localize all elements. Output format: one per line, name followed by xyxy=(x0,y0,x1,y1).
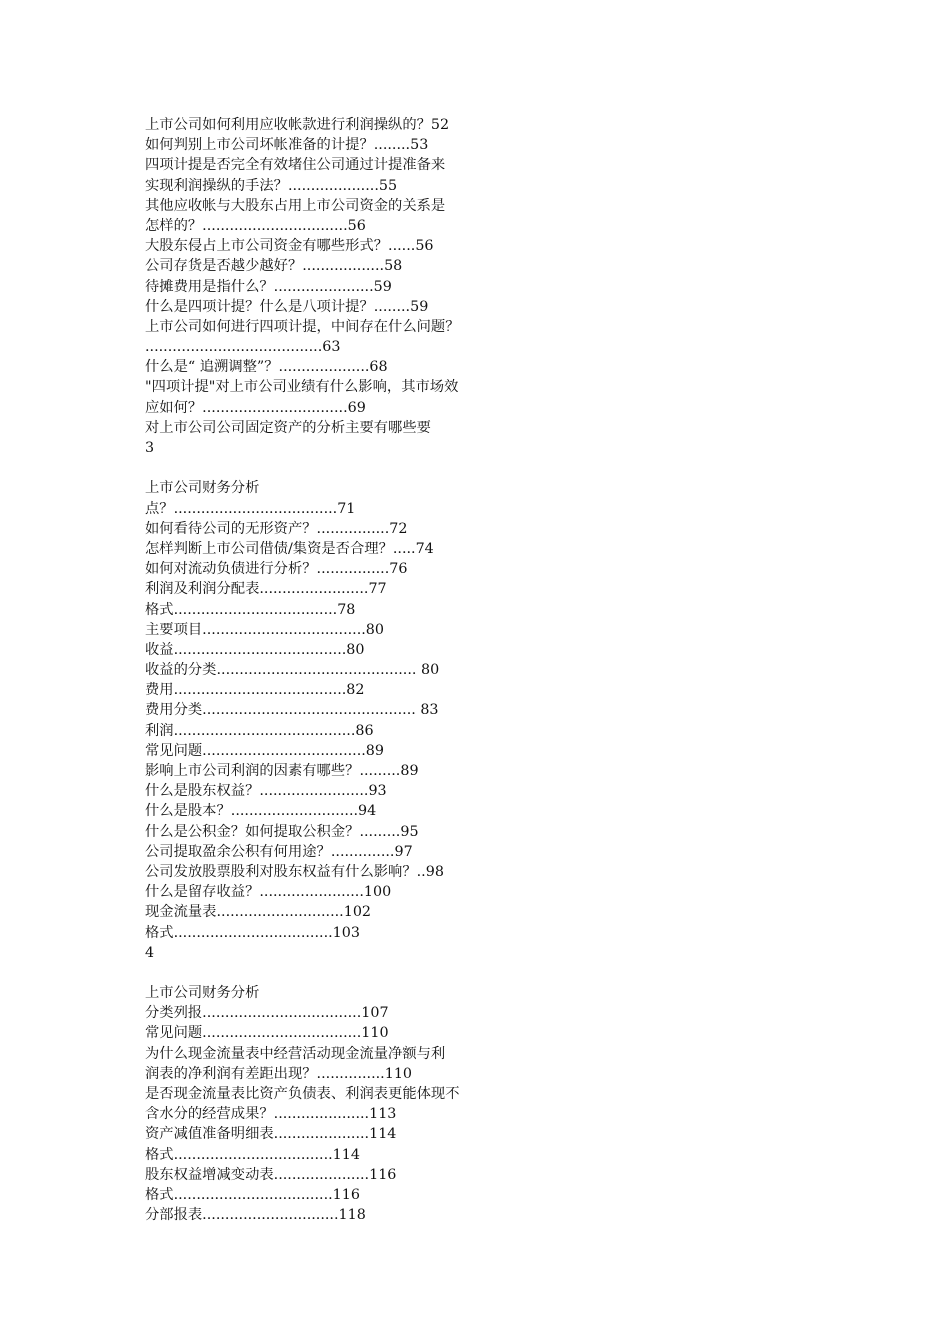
toc-line: 什么是“ 追溯调整”？....................68 xyxy=(145,359,388,376)
toc-line: 什么是股东权益？........................93 xyxy=(145,783,387,800)
running-header: 上市公司财务分析 xyxy=(145,985,260,1002)
toc-line: 应如何？................................69 xyxy=(145,399,366,416)
toc-line: 公司存货是否越少越好？..................58 xyxy=(145,258,403,275)
toc-line: 大股东侵占上市公司资金有哪些形式？......56 xyxy=(145,238,434,255)
toc-line: 什么是留存收益？.......................100 xyxy=(145,884,392,901)
toc-line: 如何对流动负债进行分析？................76 xyxy=(145,561,408,578)
toc-line: 格式...................................114 xyxy=(145,1146,360,1163)
blank-line xyxy=(145,963,525,983)
toc-line: 主要项目....................................80 xyxy=(145,621,384,638)
toc-line: 润表的净利润有差距出现？...............110 xyxy=(145,1065,413,1082)
toc-line: 收益......................................80 xyxy=(145,641,365,658)
toc-line: 股东权益增减变动表.....................116 xyxy=(145,1166,397,1183)
page-number: 3 xyxy=(145,440,155,456)
toc-line: 其他应收帐与大股东占用上市公司资金的关系是 xyxy=(145,197,446,214)
toc-line: "四项计提"对上市公司业绩有什么影响，其市场效 xyxy=(145,379,459,396)
toc-line: 为什么现金流量表中经营活动现金流量净额与利 xyxy=(145,1045,446,1062)
toc-line: 格式....................................78 xyxy=(145,601,356,618)
toc-line: .......................................63 xyxy=(145,339,341,356)
toc-line: 格式...................................103 xyxy=(145,924,360,941)
toc-line: 影响上市公司利润的因素有哪些？.........89 xyxy=(145,763,419,779)
toc-line: 什么是股本？............................94 xyxy=(145,803,377,820)
toc-line: 费用......................................82 xyxy=(145,682,365,699)
toc-line: 待摊费用是指什么？......................59 xyxy=(145,278,392,295)
toc-line: 现金流量表............................102 xyxy=(145,904,372,921)
toc-line: 利润........................................86 xyxy=(145,722,374,739)
toc-line: 什么是四项计提？什么是八项计提？........59 xyxy=(145,298,429,315)
toc-line: 收益的分类............................................ 80 xyxy=(145,662,440,679)
toc-line: 分部报表..............................118 xyxy=(145,1207,366,1224)
toc-line: 四项计提是否完全有效堵住公司通过计提准备来 xyxy=(145,157,446,174)
toc-line: 怎样判断上市公司借债/集资是否合理？.....74 xyxy=(145,540,434,557)
page-number: 4 xyxy=(145,944,155,961)
toc-line: 什么是公积金？如何提取公积金？.........95 xyxy=(145,823,419,840)
toc-line: 费用分类............................................... 83 xyxy=(145,702,439,719)
toc-line: 如何判别上市公司坏帐准备的计提？........53 xyxy=(145,137,429,154)
toc-line: 上市公司如何进行四项计提，中间存在什么问题？ xyxy=(145,318,460,335)
toc-line: 分类列报...................................107 xyxy=(145,1005,389,1022)
toc-line: 上市公司如何利用应收帐款进行利润操纵的？52 xyxy=(145,117,450,133)
toc-line: 点？....................................71 xyxy=(145,500,356,517)
toc-line: 如何看待公司的无形资产？................72 xyxy=(145,520,408,537)
toc-line: 怎样的？................................56 xyxy=(145,217,366,234)
toc-line: 利润及利润分配表........................77 xyxy=(145,581,387,598)
blank-line xyxy=(145,458,525,478)
toc-line: 公司发放股票股利对股东权益有什么影响？..98 xyxy=(145,863,444,880)
toc-line: 常见问题....................................89 xyxy=(145,742,384,759)
toc-line: 实现利润操纵的手法？....................55 xyxy=(145,177,398,194)
toc-line: 对上市公司公司固定资产的分析主要有哪些要 xyxy=(145,419,431,436)
toc-line: 资产减值准备明细表.....................114 xyxy=(145,1126,397,1143)
toc-line: 是否现金流量表比资产负债表、利润表更能体现不 xyxy=(145,1086,460,1102)
toc-page xyxy=(145,115,525,1225)
running-header: 上市公司财务分析 xyxy=(145,480,260,497)
toc-line: 格式...................................116 xyxy=(145,1186,360,1203)
toc-line: 公司提取盈余公积有何用途？..............97 xyxy=(145,843,413,860)
toc-line: 含水分的经营成果？.....................113 xyxy=(145,1106,397,1123)
toc-line: 常见问题...................................110 xyxy=(145,1025,389,1042)
